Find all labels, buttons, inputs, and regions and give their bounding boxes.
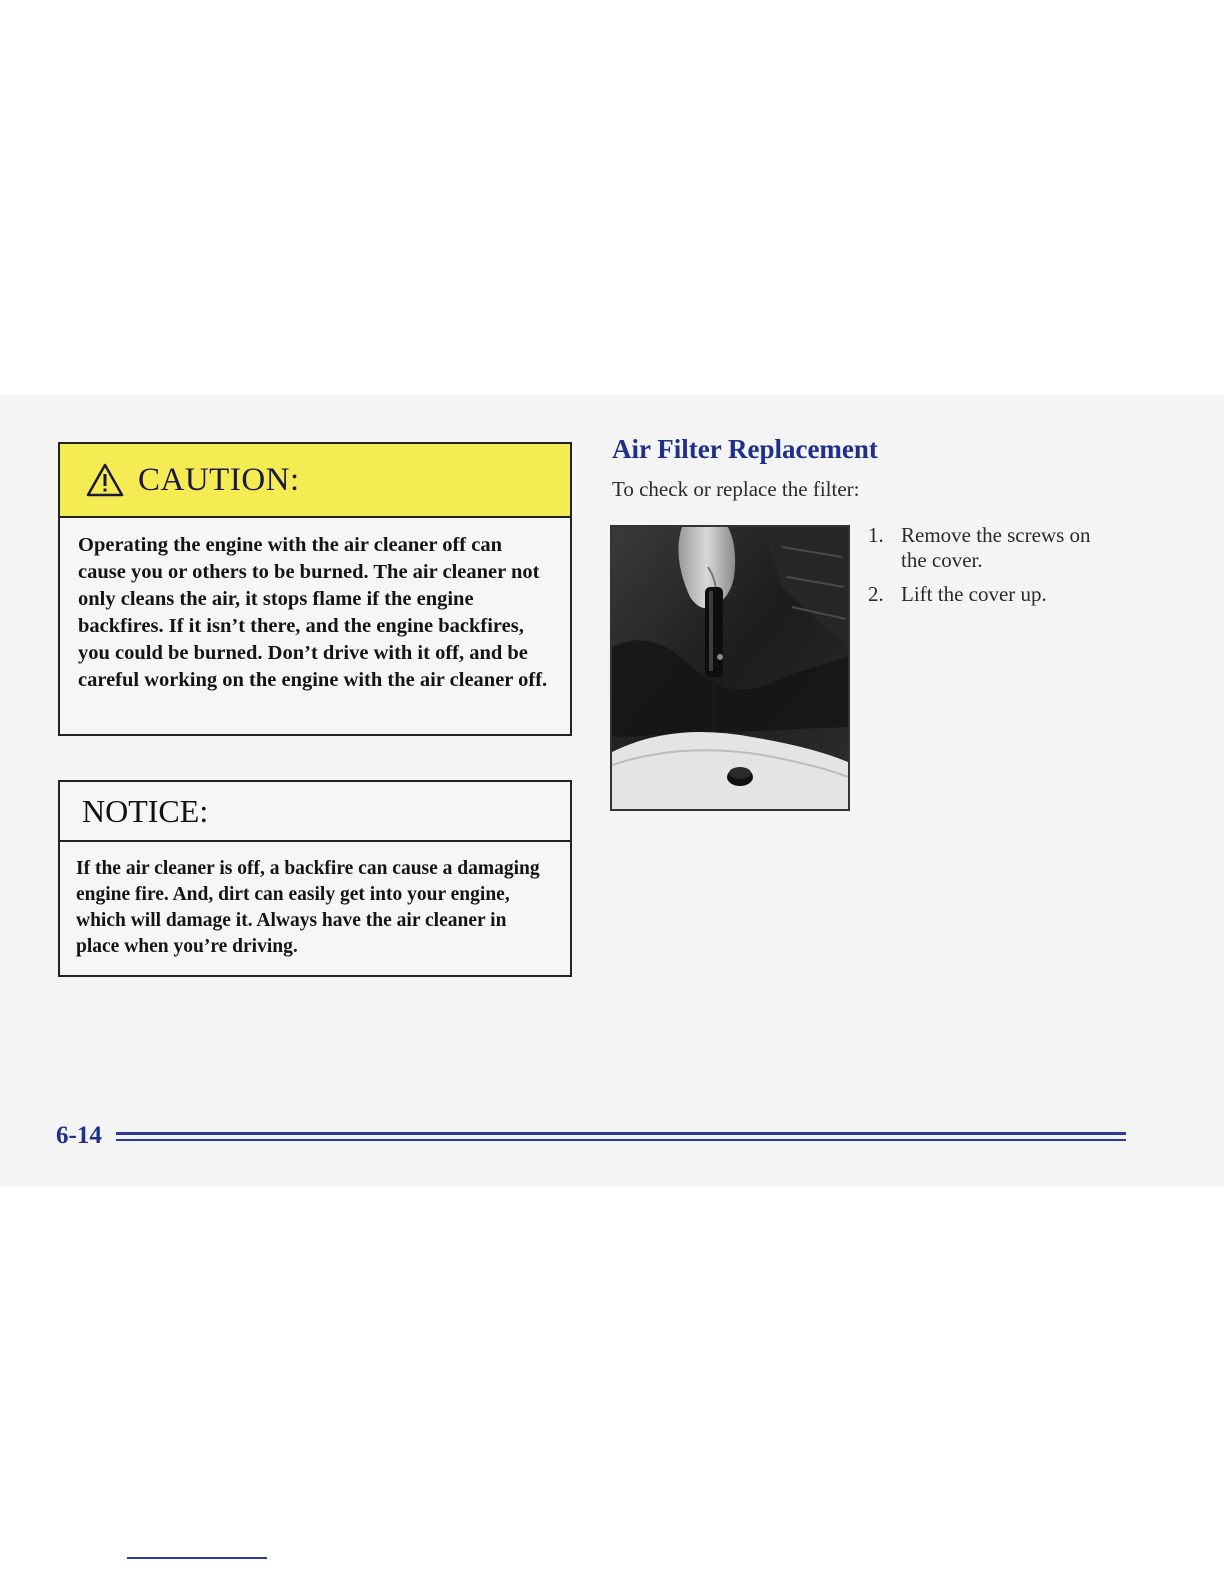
intro-text: To check or replace the filter: xyxy=(612,477,860,501)
footer-rule-thick xyxy=(116,1132,1126,1135)
notice-header xyxy=(60,782,570,842)
page-number: 6-14 xyxy=(56,1122,102,1149)
step-text: Remove the screws on the cover. xyxy=(901,523,1091,572)
step-number: 2. xyxy=(868,582,884,606)
footer-rule-thin xyxy=(116,1139,1126,1141)
caution-text: Operating the engine with the air cleaner off can cause you or others to be burned. The air cleaner not only cleans the air, it stops flame if the engine backfires. If it isn’t there, and the engine backfires, you could be burned. Don’t drive with it off, and be careful working on the engine with the air cleaner off. xyxy=(78,534,548,691)
caution-title: CAUTION: xyxy=(138,461,300,498)
air-cleaner-screwdriver-photo xyxy=(610,525,850,811)
step-number: 1. xyxy=(868,523,884,547)
step-item xyxy=(868,523,1108,573)
bottom-link-underline xyxy=(127,1557,267,1559)
steps-list xyxy=(868,523,1108,616)
caution-header xyxy=(60,444,570,518)
caution-box xyxy=(58,442,572,736)
notice-title: NOTICE: xyxy=(82,792,209,829)
notice-box xyxy=(58,780,572,977)
step-text: Lift the cover up. xyxy=(901,582,1047,606)
notice-text: If the air cleaner is off, a backfire can cause a damaging engine fire. And, dirt can easily get into your engine, which will damage it. Always have the air cleaner in place when you’re driving. xyxy=(76,858,540,957)
step-item xyxy=(868,582,1108,607)
warning-triangle-icon xyxy=(86,463,124,497)
footer-rule xyxy=(116,1132,1126,1144)
section-heading: Air Filter Replacement xyxy=(612,434,878,464)
